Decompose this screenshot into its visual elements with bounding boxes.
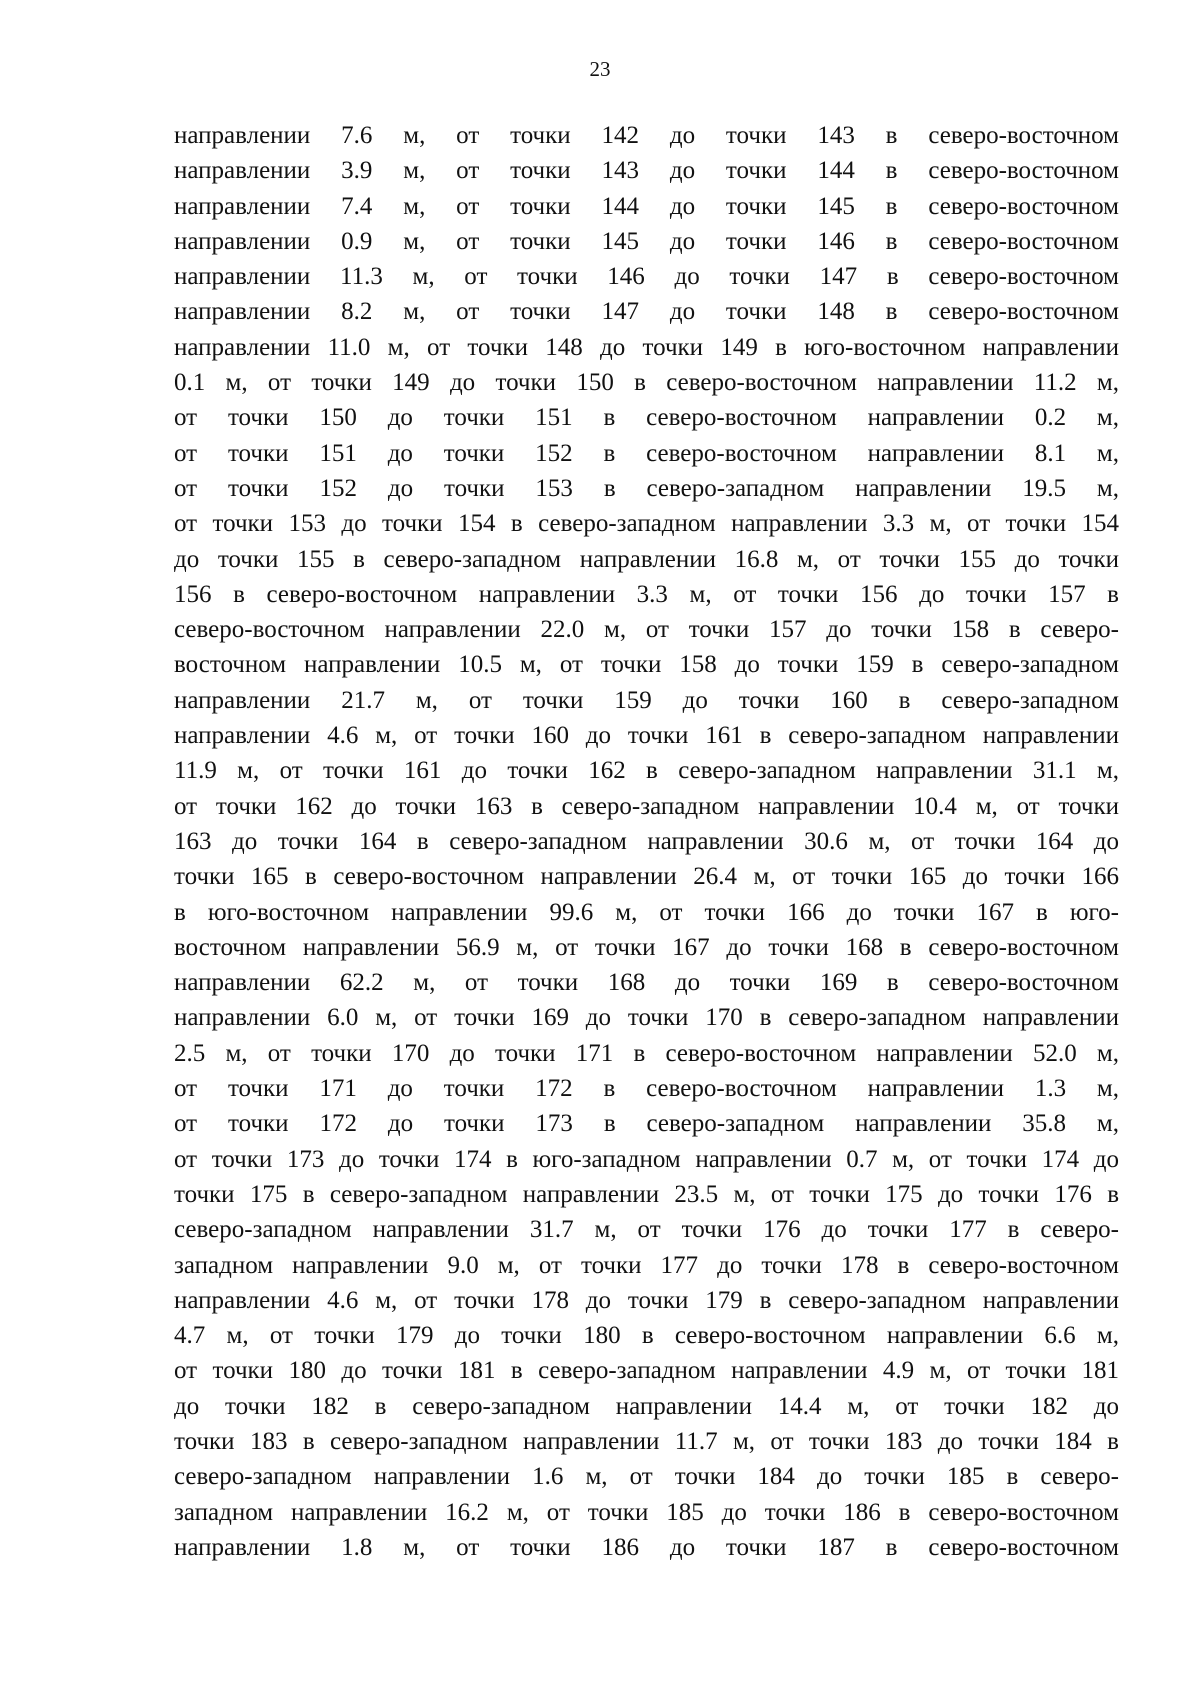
text-line: направлении 11.0 м, от точки 148 до точки 149 в юго-восточном направлении xyxy=(174,333,1119,361)
text-line: до точки 155 в северо-западном направлении 16.8 м, от точки 155 до точки xyxy=(174,545,1119,573)
text-line: направлении 1.8 м, от точки 186 до точки 187 в северо-восточном xyxy=(174,1533,1119,1561)
text-line: направлении 62.2 м, от точки 168 до точки 169 в северо-восточном xyxy=(174,969,1119,997)
text-line: направлении 4.6 м, от точки 178 до точки 179 в северо-западном направлении xyxy=(174,1286,1119,1314)
text-line: от точки 153 до точки 154 в северо-западном направлении 3.3 м, от точки 154 xyxy=(174,510,1119,538)
text-line: северо-западном направлении 1.6 м, от точки 184 до точки 185 в северо- xyxy=(174,1463,1119,1491)
body-text xyxy=(174,118,1119,1565)
text-line: направлении 4.6 м, от точки 160 до точки 161 в северо-западном направлении xyxy=(174,722,1119,750)
text-line: от точки 152 до точки 153 в северо-западном направлении 19.5 м, xyxy=(174,474,1119,502)
text-line: северо-восточном направлении 22.0 м, от точки 157 до точки 158 в северо- xyxy=(174,616,1119,644)
text-line: от точки 150 до точки 151 в северо-восточном направлении 0.2 м, xyxy=(174,404,1119,432)
text-line: от точки 172 до точки 173 в северо-западном направлении 35.8 м, xyxy=(174,1110,1119,1138)
text-line: 0.1 м, от точки 149 до точки 150 в северо-восточном направлении 11.2 м, xyxy=(174,369,1119,397)
text-line: от точки 173 до точки 174 в юго-западном направлении 0.7 м, от точки 174 до xyxy=(174,1145,1119,1173)
text-line: восточном направлении 56.9 м, от точки 167 до точки 168 в северо-восточном xyxy=(174,933,1119,961)
text-line: от точки 151 до точки 152 в северо-восточном направлении 8.1 м, xyxy=(174,439,1119,467)
text-line: от точки 171 до точки 172 в северо-восточном направлении 1.3 м, xyxy=(174,1075,1119,1103)
text-line: восточном направлении 10.5 м, от точки 158 до точки 159 в северо-западном xyxy=(174,651,1119,679)
text-line: направлении 21.7 м, от точки 159 до точки 160 в северо-западном xyxy=(174,686,1119,714)
text-line: западном направлении 16.2 м, от точки 185 до точки 186 в северо-восточном xyxy=(174,1498,1119,1526)
text-line: направлении 8.2 м, от точки 147 до точки 148 в северо-восточном xyxy=(174,298,1119,326)
text-line: в юго-восточном направлении 99.6 м, от точки 166 до точки 167 в юго- xyxy=(174,898,1119,926)
text-line: 4.7 м, от точки 179 до точки 180 в северо-восточном направлении 6.6 м, xyxy=(174,1322,1119,1350)
text-line: точки 183 в северо-западном направлении 11.7 м, от точки 183 до точки 184 в xyxy=(174,1427,1119,1455)
text-line: от точки 162 до точки 163 в северо-западном направлении 10.4 м, от точки xyxy=(174,792,1119,820)
text-line: 11.9 м, от точки 161 до точки 162 в северо-западном направлении 31.1 м, xyxy=(174,757,1119,785)
text-line: направлении 7.6 м, от точки 142 до точки 143 в северо-восточном xyxy=(174,122,1119,149)
page-number: 23 xyxy=(589,57,611,81)
text-line: западном направлении 9.0 м, от точки 177 до точки 178 в северо-восточном xyxy=(174,1251,1119,1279)
text-line: направлении 7.4 м, от точки 144 до точки 145 в северо-восточном xyxy=(174,192,1119,220)
text-line: до точки 182 в северо-западном направлении 14.4 м, от точки 182 до xyxy=(174,1392,1119,1420)
text-line: направлении 0.9 м, от точки 145 до точки 146 в северо-восточном xyxy=(174,227,1119,255)
text-line: от точки 180 до точки 181 в северо-западном направлении 4.9 м, от точки 181 xyxy=(174,1357,1119,1385)
text-line: направлении 11.3 м, от точки 146 до точки 147 в северо-восточном xyxy=(174,263,1119,291)
text-line: точки 165 в северо-восточном направлении 26.4 м, от точки 165 до точки 166 xyxy=(174,863,1119,891)
text-line: 2.5 м, от точки 170 до точки 171 в северо-восточном направлении 52.0 м, xyxy=(174,1039,1119,1067)
text-line: точки 175 в северо-западном направлении 23.5 м, от точки 175 до точки 176 в xyxy=(174,1180,1119,1208)
text-line: направлении 6.0 м, от точки 169 до точки 170 в северо-западном направлении xyxy=(174,1004,1119,1032)
text-line: 156 в северо-восточном направлении 3.3 м, от точки 156 до точки 157 в xyxy=(174,580,1119,608)
text-line: 163 до точки 164 в северо-западном направлении 30.6 м, от точки 164 до xyxy=(174,827,1119,855)
text-line: северо-западном направлении 31.7 м, от точки 176 до точки 177 в северо- xyxy=(174,1216,1119,1244)
text-line: направлении 3.9 м, от точки 143 до точки 144 в северо-восточном xyxy=(174,157,1119,185)
